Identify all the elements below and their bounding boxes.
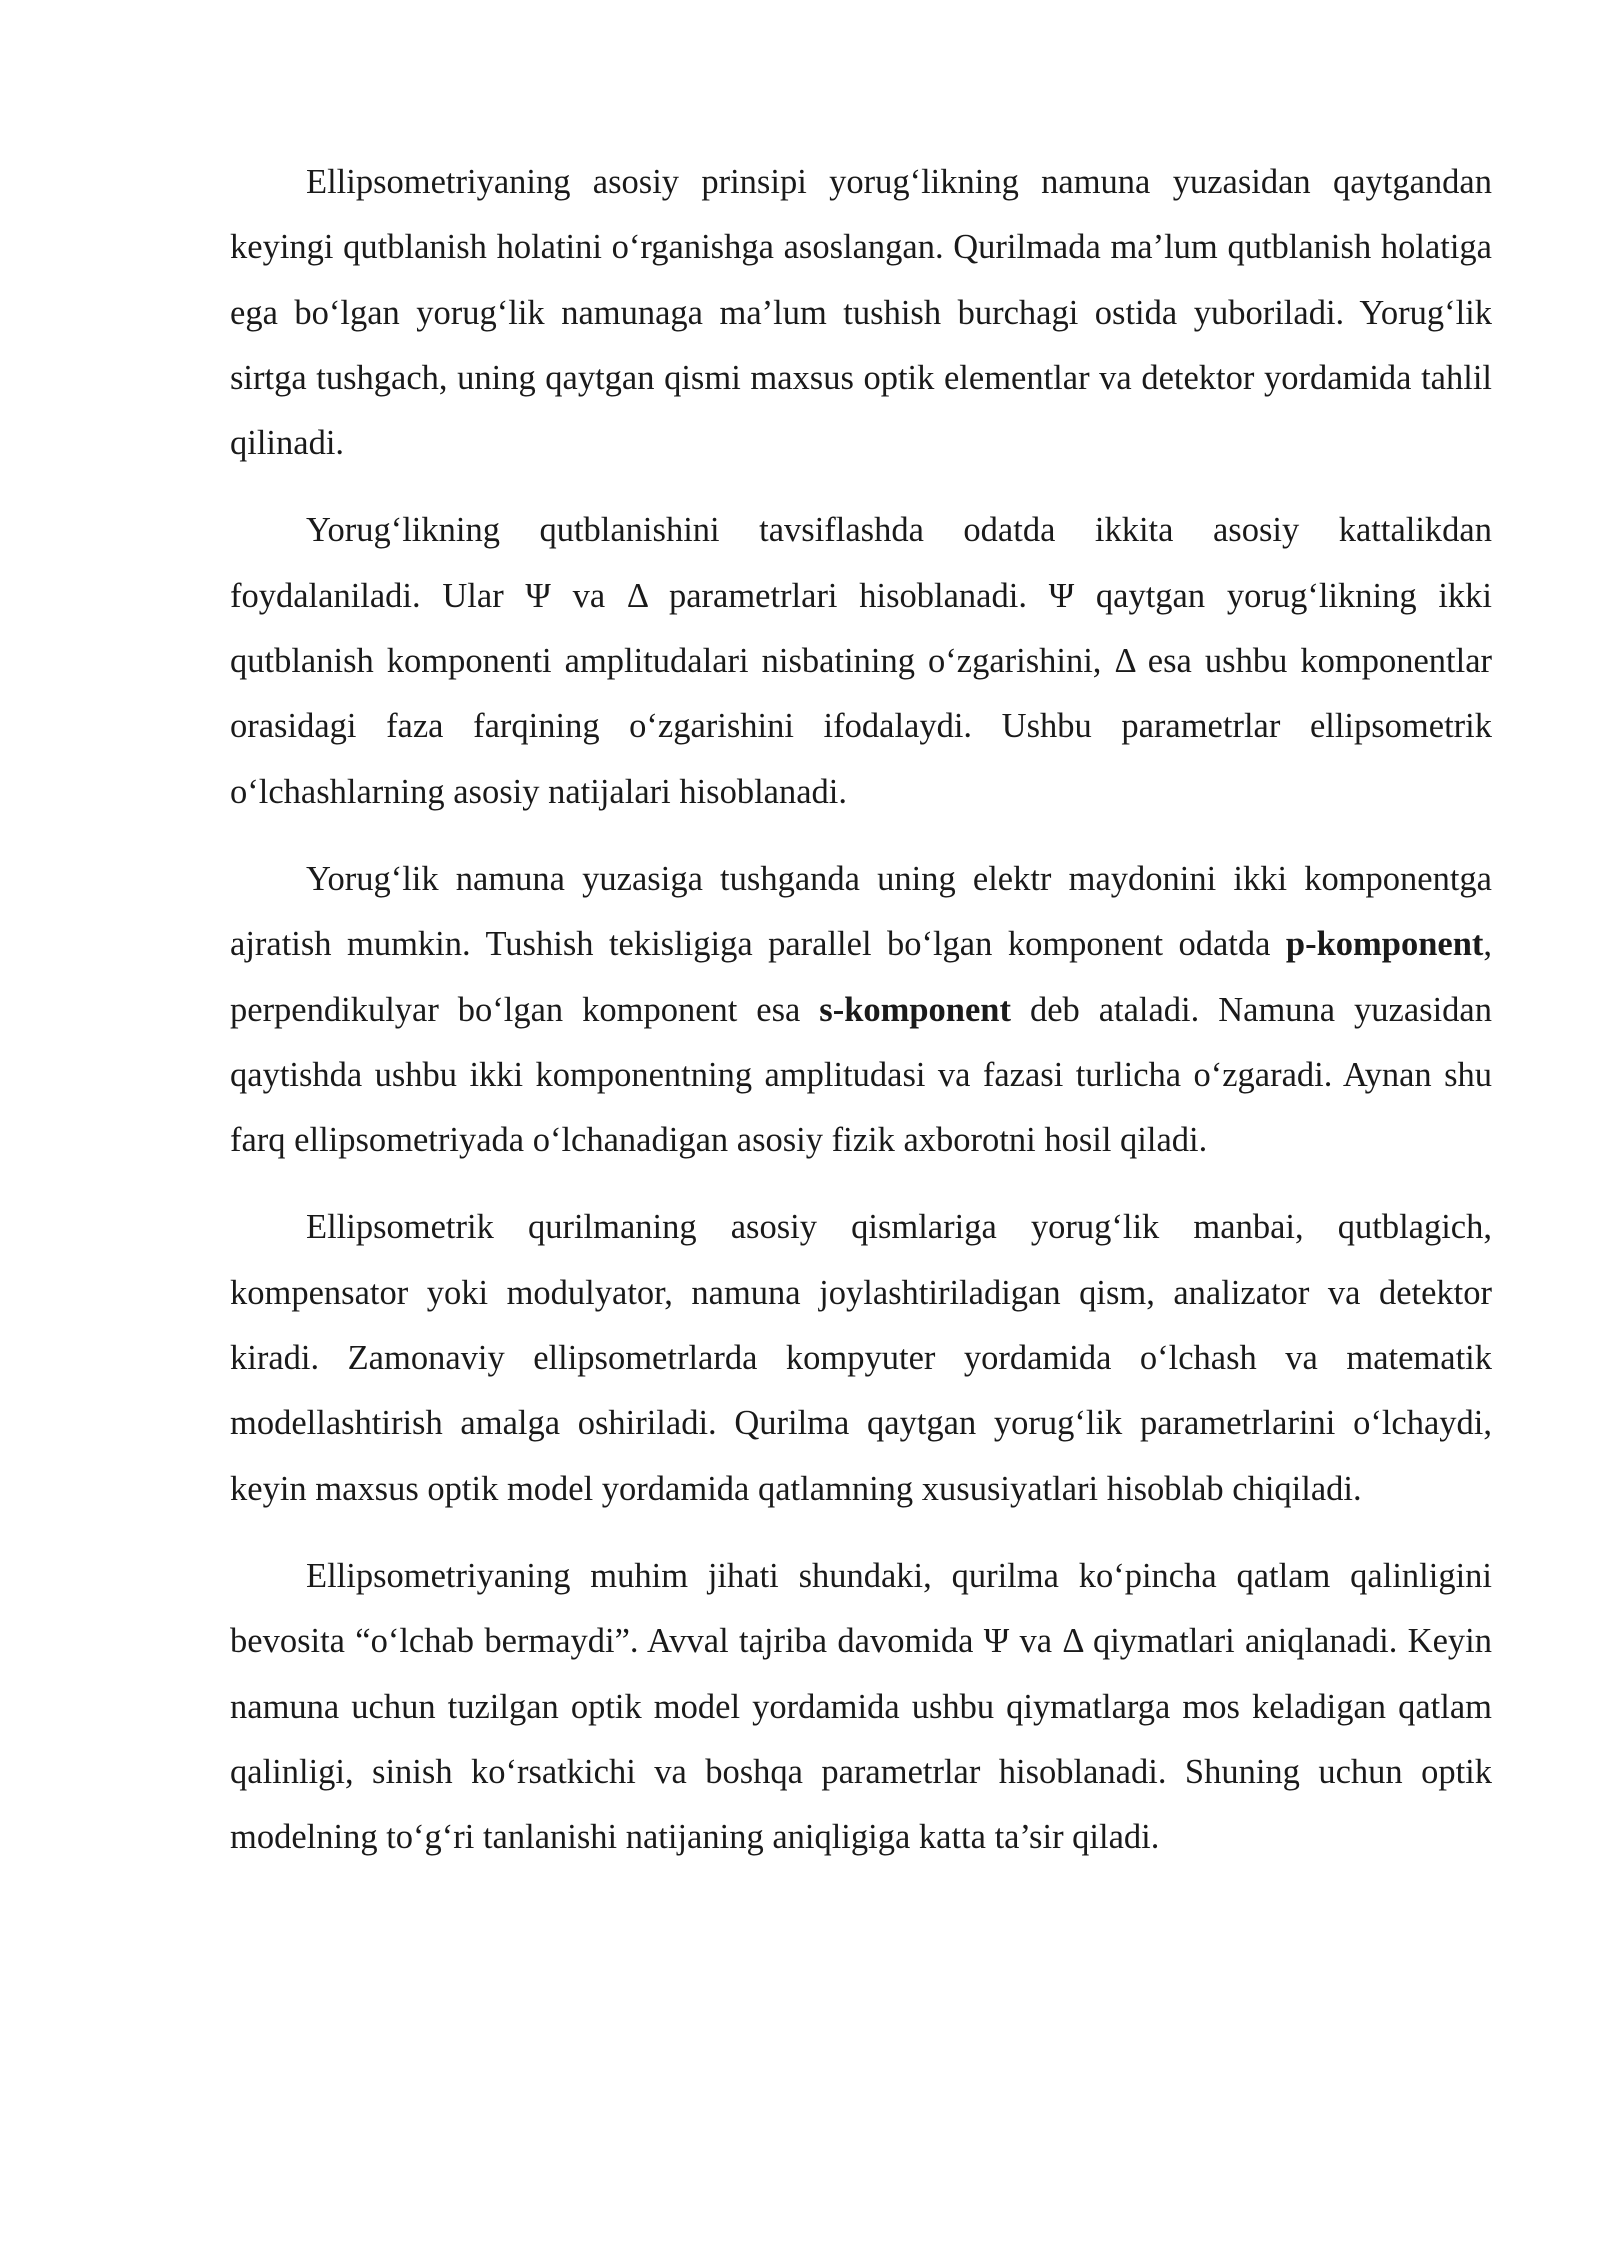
paragraph-components: [230, 847, 1492, 1173]
paragraph-text-segment: Yorug‘lik namuna yuzasiga tushganda uning elektr maydonini ikki komponentga ajratish mumkin. Tushish tekisligiga parallel bo‘lgan komponent odatda: [230, 859, 1492, 964]
s-component-term: s-komponent: [819, 990, 1011, 1029]
paragraph-principle: Ellipsometriyaning asosiy prinsipi yorug‘likning namuna yuzasidan qaytgandan keyingi qutblanish holatini o‘rganishga asoslangan. Qurilmada ma’lum qutblanish holatiga ega bo‘lgan yorug‘lik namunaga ma’lum tushish burchagi ostida yuboriladi. Yorug‘lik sirtga tushgach, uning qaytgan qismi maxsus optik elementlar va detektor yordamida tahlil qilinadi.: [230, 163, 1492, 463]
paragraph-optical-model: Ellipsometriyaning muhim jihati shundaki, qurilma ko‘pincha qatlam qalinligini bevosita “o‘lchab bermaydi”. Avval tajriba davomida Ψ va Δ qiymatlari aniqlanadi. Keyin namuna uchun tuzilgan optik model yordamida ushbu qiymatlarga mos keladigan qatlam qalinligi, sinish ko‘rsatkichi va boshqa parametrlar hisoblanadi. Shuning uchun optik modelning to‘g‘ri tanlanishi natijaning aniqligiga katta ta’sir qiladi.: [230, 1556, 1492, 1857]
paragraph-text-segment: deb ataladi. Namuna yuzasidan qaytishda ushbu ikki komponentning amplitudasi va fazasi turlicha o‘zgaradi. Aynan shu farq ellipsometriyada o‘lchanadigan asosiy fizik axborotni hosil qiladi.: [230, 990, 1492, 1160]
document-body: [230, 150, 1492, 1870]
p-component-term: p-komponent: [1285, 925, 1484, 964]
paragraph-device-parts: Ellipsometrik qurilmaning asosiy qismlariga yorug‘lik manbai, qutblagich, kompensator yoki modulyator, namuna joylashtiriladigan qism, analizator va detektor kiradi. Zamonaviy ellipsometrlarda kompyuter yordamida o‘lchash va matematik modellashtirish amalga oshiriladi. Qurilma qaytgan yorug‘lik parametrlarini o‘lchaydi, keyin maxsus optik model yordamida qatlamning xususiyatlari hisoblab chiqiladi.: [230, 1208, 1492, 1508]
paragraph-psi-delta: Yorug‘likning qutblanishini tavsiflashda odatda ikkita asosiy kattalikdan foydalaniladi. Ular Ψ va Δ parametrlari hisoblanadi. Ψ qaytgan yorug‘likning ikki qutblanish komponenti amplitudalari nisbatining o‘zgarishini, Δ esa ushbu komponentlar orasidagi faza farqining o‘zgarishini ifodalaydi. Ushbu parametrlar ellipsometrik o‘lchashlarning asosiy natijalari hisoblanadi.: [230, 511, 1492, 811]
paragraph-text-segment: , perpendikulyar bo‘lgan komponent esa: [230, 925, 1492, 1029]
